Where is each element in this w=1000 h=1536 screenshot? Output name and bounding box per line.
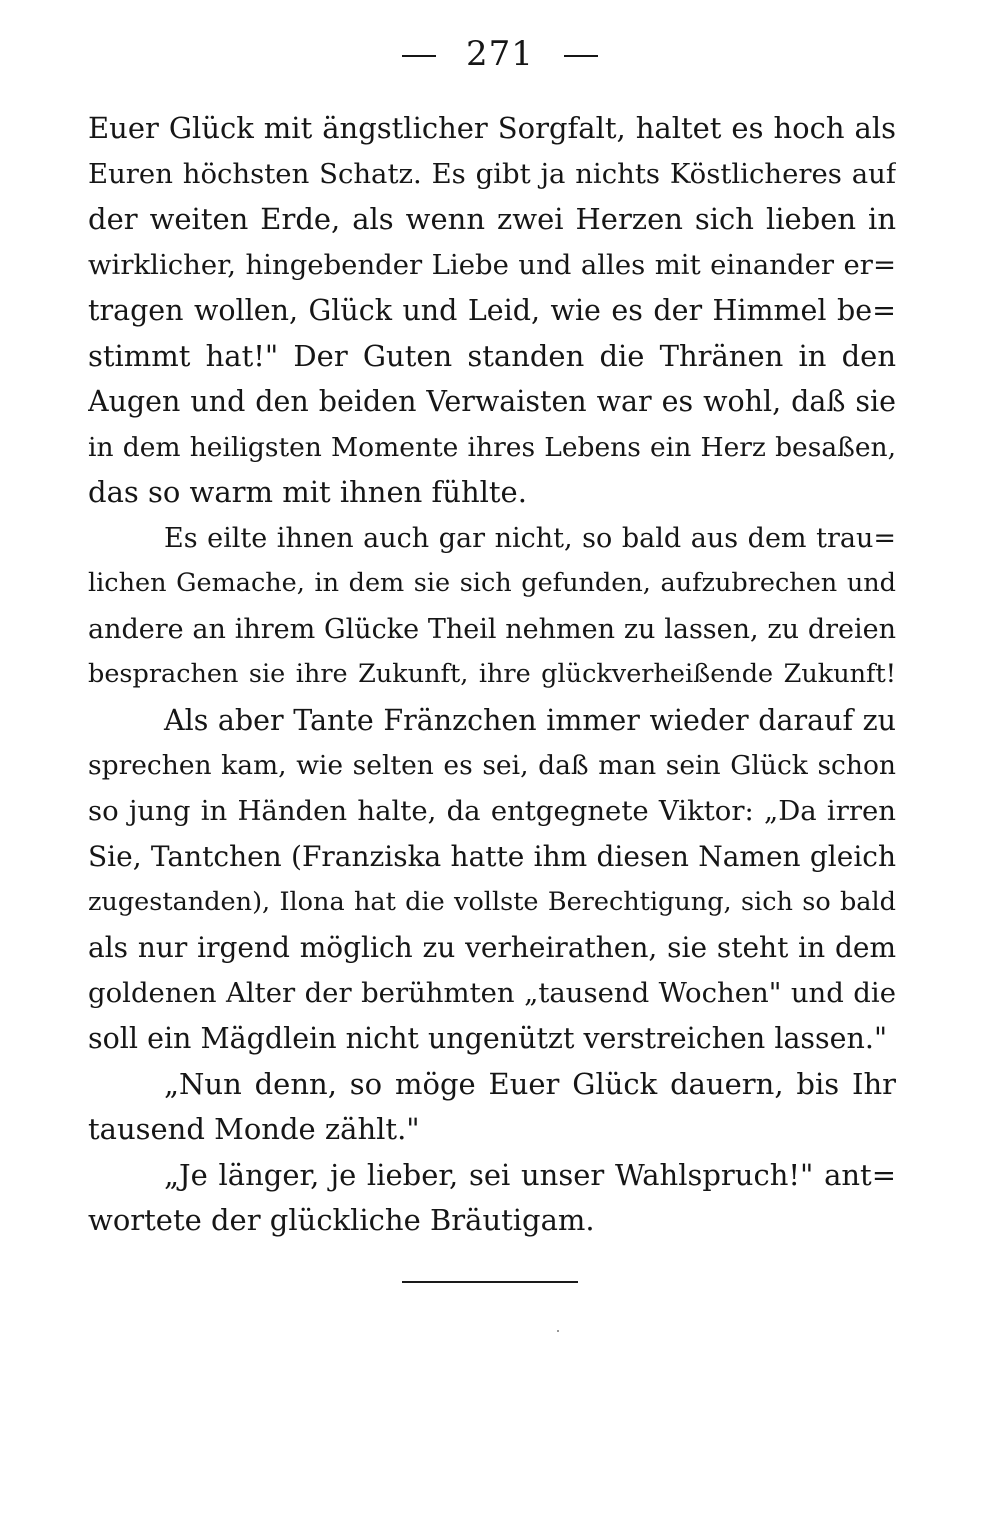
text-line: sprechen kam, wie selten es sei, daß man sein Glück schon [88,750,896,781]
text-line: als nur irgend möglich zu verheirathen, sie steht in dem [88,931,896,964]
text-line: der weiten Erde, als wenn zwei Herzen sich lieben in [88,202,896,236]
text-line: wirklicher, hingebender Liebe und alles mit einander er= [88,248,896,281]
text-line: „Nun denn, so möge Euer Glück dauern, bis Ihr [164,1066,896,1101]
text-line: goldenen Alter der berühmten „tausend Wochen" und die [88,976,896,1009]
text-line: Sie, Tantchen (Franziska hatte ihm diesen Namen gleich [88,840,896,873]
paragraph [88,516,896,698]
paragraph [88,1153,896,1244]
text-line: zugestanden), Ilona hat die vollste Berechtigung, sich so bald [88,886,896,917]
paper-speck [557,1330,559,1332]
paragraph [88,698,896,1062]
text-line: wortete der glückliche Bräutigam. [88,1203,595,1237]
text-line: „Je länger, je lieber, sei unser Wahlspruch!" ant= [164,1157,896,1192]
text-line: Augen und den beiden Verwaisten war es wohl, daß sie [88,385,896,418]
text-line: andere an ihrem Glücke Theil nehmen zu lassen, zu dreien [88,613,896,645]
paragraph [88,106,896,516]
text-line: lichen Gemache, in dem sie sich gefunden, aufzubrechen und [88,568,896,598]
body-text [88,106,896,1244]
page-number-dash-right [564,55,598,57]
text-line: Als aber Tante Fränzchen immer wieder darauf zu [164,703,896,737]
paragraph [88,1062,896,1153]
text-line: stimmt hat!" Der Guten standen die Thränen in den [88,338,896,373]
page-number-text: 271 [466,34,534,74]
text-line: Es eilte ihnen auch gar nicht, so bald aus dem trau= [164,522,896,554]
page-number-dash-left [402,55,436,57]
page-number [0,34,1000,74]
text-line: tragen wollen, Glück und Leid, wie es der Himmel be= [88,294,896,327]
text-line: Euren höchsten Schatz. Es gibt ja nichts Köstlicheres auf [88,157,896,190]
text-line: besprachen sie ihre Zukunft, ihre glückverheißende Zukunft! [88,659,896,689]
text-line: das so warm mit ihnen fühlte. [88,475,527,509]
text-line: soll ein Mägdlein nicht ungenützt verstreichen lassen." [88,1022,888,1055]
chapter-end-rule [402,1281,578,1283]
text-line: tausend Monde zählt." [88,1112,420,1146]
text-line: in dem heiligsten Momente ihres Lebens ein Herz besaßen, [88,431,896,463]
text-line: Euer Glück mit ängstlicher Sorgfalt, haltet es hoch als [88,111,896,145]
text-line: so jung in Händen halte, da entgegnete Viktor: „Da irren [88,794,896,827]
